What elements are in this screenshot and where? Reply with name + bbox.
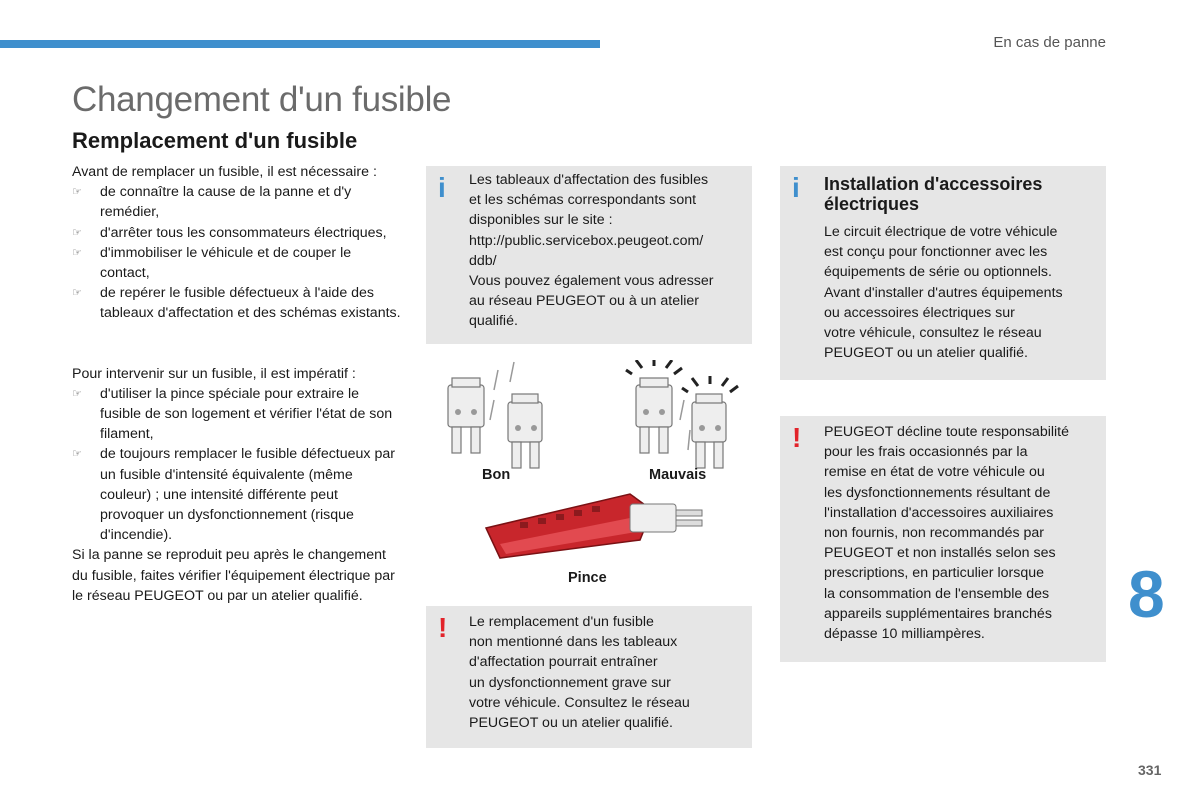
info-box-text: Les tableaux d'affectation des fusibles et les schémas correspondants sont disponibles sur le site : http://public.servicebox.peugeot.com/ ddb/ Vous pouvez également vous adresser au réseau PEUGEOT ou à un atelier qualifié.	[469, 172, 714, 330]
list-item: ☞ de toujours remplacer le fusible défectueux par un fusible d'intensité équivalente (même couleur) ; une intensité différente peut provoquer un dysfonctionnement (risque d'incendie).	[72, 446, 395, 544]
hand-pointer-icon: ☞	[72, 387, 82, 400]
accessories-box-text: Installation d'accessoires électriques Le circuit électrique de votre véhicule est conçu pour fonctionner avec les équipements de série ou optionnels. Avant d'installer d'autres équipements ou accessoires électriques sur votre véhicule, consultez le réseau PEUGEOT ou un atelier qualifié.	[824, 174, 1100, 363]
chapter-number: 8	[1128, 557, 1165, 631]
hand-pointer-icon: ☞	[72, 448, 82, 461]
closing-text: Si la panne se reproduit peu après le changement du fusible, faites vérifier l'équipement électrique par le réseau PEUGEOT ou par un atelier qualifié.	[72, 547, 395, 604]
page-number: 331	[1138, 762, 1162, 778]
warning-icon: !	[438, 612, 448, 643]
info-icon: i	[792, 172, 800, 203]
page-subtitle: Remplacement d'un fusible	[72, 128, 358, 153]
warning-box-text: Le remplacement d'un fusible non mentionné dans les tableaux d'affectation pourrait entraîner un dysfonctionnement grave sur votre véhicule. Consultez le réseau PEUGEOT ou un atelier qualifié.	[469, 614, 690, 732]
info-icon: i	[438, 172, 446, 203]
warning-box-responsibility	[780, 416, 1106, 662]
fuse-illustration	[430, 360, 750, 470]
list-item: ☞ d'immobiliser le véhicule et de couper le contact,	[72, 244, 352, 282]
list-item: ☞ de connaître la cause de la panne et d'y remédier,	[72, 184, 352, 221]
warning-box-replacement	[426, 606, 752, 748]
hand-pointer-icon: ☞	[72, 246, 82, 259]
hand-pointer-icon: ☞	[72, 226, 82, 239]
label-bad: Mauvais	[649, 467, 707, 483]
label-good: Bon	[482, 467, 511, 483]
hand-pointer-icon: ☞	[72, 287, 82, 300]
accessories-heading: Installation d'accessoires	[824, 174, 1043, 194]
top-accent-bar	[0, 40, 600, 48]
intro-text: Avant de remplacer un fusible, il est nécessaire :	[72, 164, 377, 180]
list-item: ☞ de repérer le fusible défectueux à l'aide des tableaux d'affectation et des schémas existants.	[72, 285, 401, 322]
label-pliers: Pince	[568, 570, 607, 586]
left-column	[72, 162, 402, 606]
list-item: ☞ d'arrêter tous les consommateurs électriques,	[72, 223, 402, 243]
intro-text-2: Pour intervenir sur un fusible, il est impératif :	[72, 365, 356, 382]
list-item: ☞ d'utiliser la pince spéciale pour extraire le fusible de son logement et vérifier l'état de son filament,	[72, 385, 393, 443]
section-header: En cas de panne	[993, 34, 1106, 51]
page-title: Changement d'un fusible	[72, 80, 452, 119]
info-box	[426, 166, 752, 344]
accessories-info-box	[780, 166, 1106, 380]
responsibility-text: PEUGEOT décline toute responsabilité pour les frais occasionnés par la remise en état de votre véhicule ou les dysfonctionnements résultant de l'installation d'accessoires auxiliaires non fournis, non recommandés par PEUGEOT et non installés selon ses prescriptions, en particulier lorsque la consommation de l'ensemble des appareils supplémentaires branchés dépasse 10 milliampères.	[824, 424, 1069, 643]
fuse-pliers-illustration	[480, 488, 720, 568]
hand-pointer-icon: ☞	[72, 186, 82, 199]
warning-icon: !	[792, 422, 802, 453]
